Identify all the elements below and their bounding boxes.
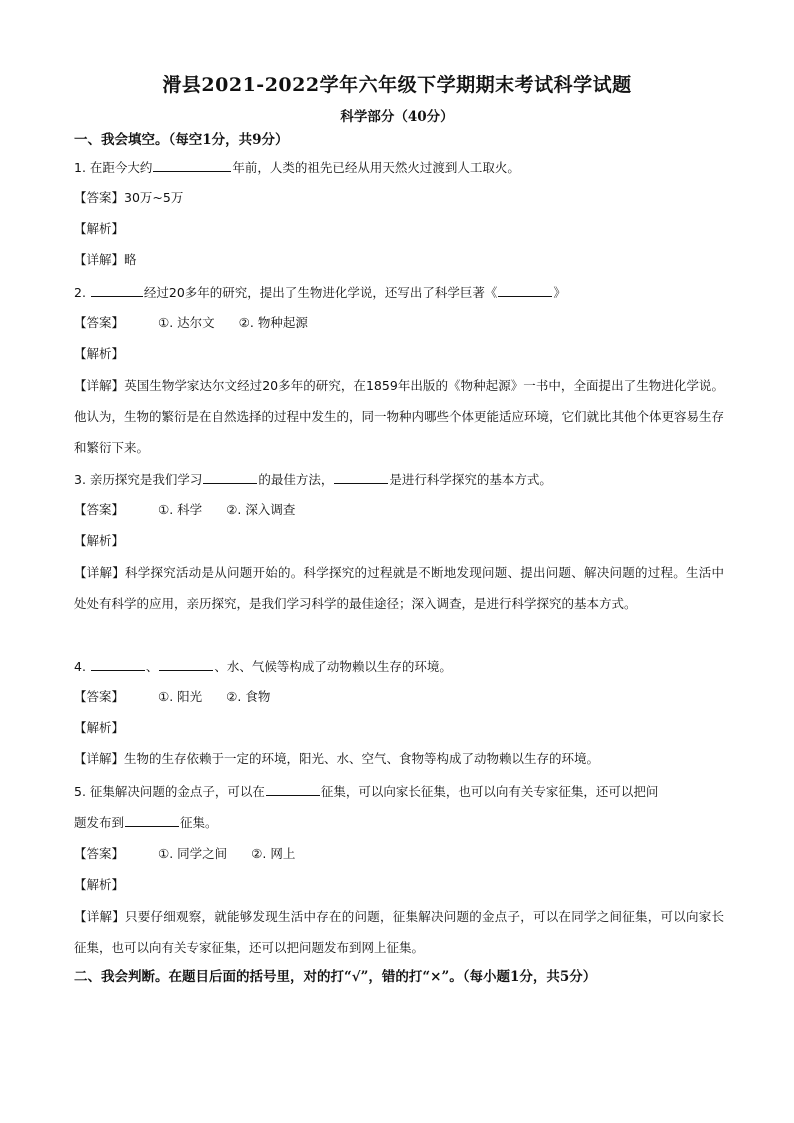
answer-2: ②. 物种起源 [238,315,308,330]
answer-1: ①. 同学之间 [158,846,228,861]
answer-value: 30万~5万 [124,190,184,205]
question-3-analysis [74,531,724,551]
question-5-analysis [74,875,724,895]
question-1 [74,157,724,178]
analysis-label: 【解析】 [74,533,125,548]
question-3-text-mid: 的最佳方法， [258,472,334,487]
question-2-detail [74,370,724,463]
question-1-text-pre: 1. 在距今大约 [74,160,153,175]
question-4-analysis [74,718,724,738]
question-3-text-pre: 3. 亲历探究是我们学习 [74,472,203,487]
answer-2: ②. 网上 [251,846,296,861]
question-2: 2. 经过20多年的研究，提出了生物进化学说，还写出了科学巨著《 》 [74,282,724,303]
answer-label: 【答案】 [74,190,125,205]
answer-1: ①. 达尔文 [158,315,215,330]
detail-label: 【详解】 [74,751,125,766]
question-1-blank [153,157,231,172]
question-1-analysis [74,219,724,239]
answer-label: 【答案】 [74,846,125,861]
answer-label: 【答案】 [74,502,125,517]
question-3-detail [74,557,724,619]
answer-1: ①. 科学 [158,502,203,517]
answer-label: 【答案】 [74,315,125,330]
detail-label: 【详解】 [74,565,125,580]
question-5-blank-1 [266,781,320,796]
answer-label: 【答案】 [74,689,125,704]
question-4-blank-2 [159,656,213,671]
section-heading-true-false: 二、我会判断。在题目后面的括号里，对的打“√”，错的打“×”。（每小题1分，共5分） [74,969,597,985]
question-3-blank-2 [334,469,388,484]
detail-text: 生物的生存依赖于一定的环境，阳光、水、空气、食物等构成了动物赖以生存的环境。 [124,751,600,766]
question-2-blank-2 [498,282,552,297]
question-2-text-end: 》 [553,285,566,300]
question-5-line-2: 题发布到 征集。 [74,812,724,833]
question-1-text-post: 年前，人类的祖先已经从用天然火过渡到人工取火。 [232,160,520,175]
detail-label: 【详解】 [74,378,125,393]
detail-label: 【详解】 [74,909,125,924]
question-2-text: 经过20多年的研究，提出了生物进化学说，还写出了科学巨著《 [143,285,498,300]
question-4-detail [74,749,724,769]
question-4-answer [74,687,724,707]
question-2-blank-1 [91,282,143,297]
question-3-blank-1 [203,469,257,484]
question-4-blank-1 [91,656,145,671]
question-5-detail [74,901,724,963]
analysis-label: 【解析】 [74,877,125,892]
question-1-answer [74,188,724,208]
answer-1: ①. 阳光 [158,689,203,704]
question-5-text-post: 征集，可以向家长征集，也可以向有关专家征集，还可以把问 [320,784,659,799]
question-5-answer [74,844,724,864]
section-heading-fill-in: 一、我会填空。（每空1分，共9分） [74,132,289,148]
answer-2: ②. 食物 [226,689,271,704]
question-3-text-post: 是进行科学探究的基本方式。 [389,472,552,487]
question-4-text-post: 、水、气候等构成了动物赖以生存的环境。 [214,659,452,674]
answer-2: ②. 深入调查 [226,502,296,517]
question-2-answer [74,313,724,333]
analysis-label: 【解析】 [74,346,125,361]
question-3 [74,469,724,490]
question-3-answer [74,500,724,520]
detail-text: 只要仔细观察，就能够发现生活中存在的问题，征集解决问题的金点子，可以在同学之间征集，可以向家长征集，也可以向有关专家征集，还可以把问题发布到网上征集。 [74,909,724,955]
question-4: 4. 、 、水、气候等构成了动物赖以生存的环境。 [74,656,724,677]
detail-label: 【详解】 [74,252,125,267]
page-title: 滑县2021-2022学年六年级下学期期末考试科学试题 [162,74,632,96]
question-2-analysis [74,344,724,364]
page-subtitle: 科学部分（40分） [340,109,454,125]
detail-text: 略 [124,252,137,267]
question-5-line-1 [74,781,724,802]
detail-text: 英国生物学家达尔文经过20多年的研究，在1859年出版的《物种起源》一书中，全面提出了生物进化学说。他认为，生物的繁衍是在自然选择的过程中发生的，同一物种内哪些个体更能适应环境，它们就比其他个体更容易生存和繁衍下来。 [74,378,725,455]
question-5-blank-2 [125,812,179,827]
analysis-label: 【解析】 [74,221,125,236]
detail-text: 科学探究活动是从问题开始的。科学探究的过程就是不断地发现问题、提出问题、解决问题的过程。生活中处处有科学的应用，亲历探究，是我们学习科学的最佳途径；深入调查，是进行科学探究的基本方式。 [74,565,724,611]
question-1-detail [74,250,724,270]
question-5-text-pre: 5. 征集解决问题的金点子，可以在 [74,784,265,799]
analysis-label: 【解析】 [74,720,125,735]
